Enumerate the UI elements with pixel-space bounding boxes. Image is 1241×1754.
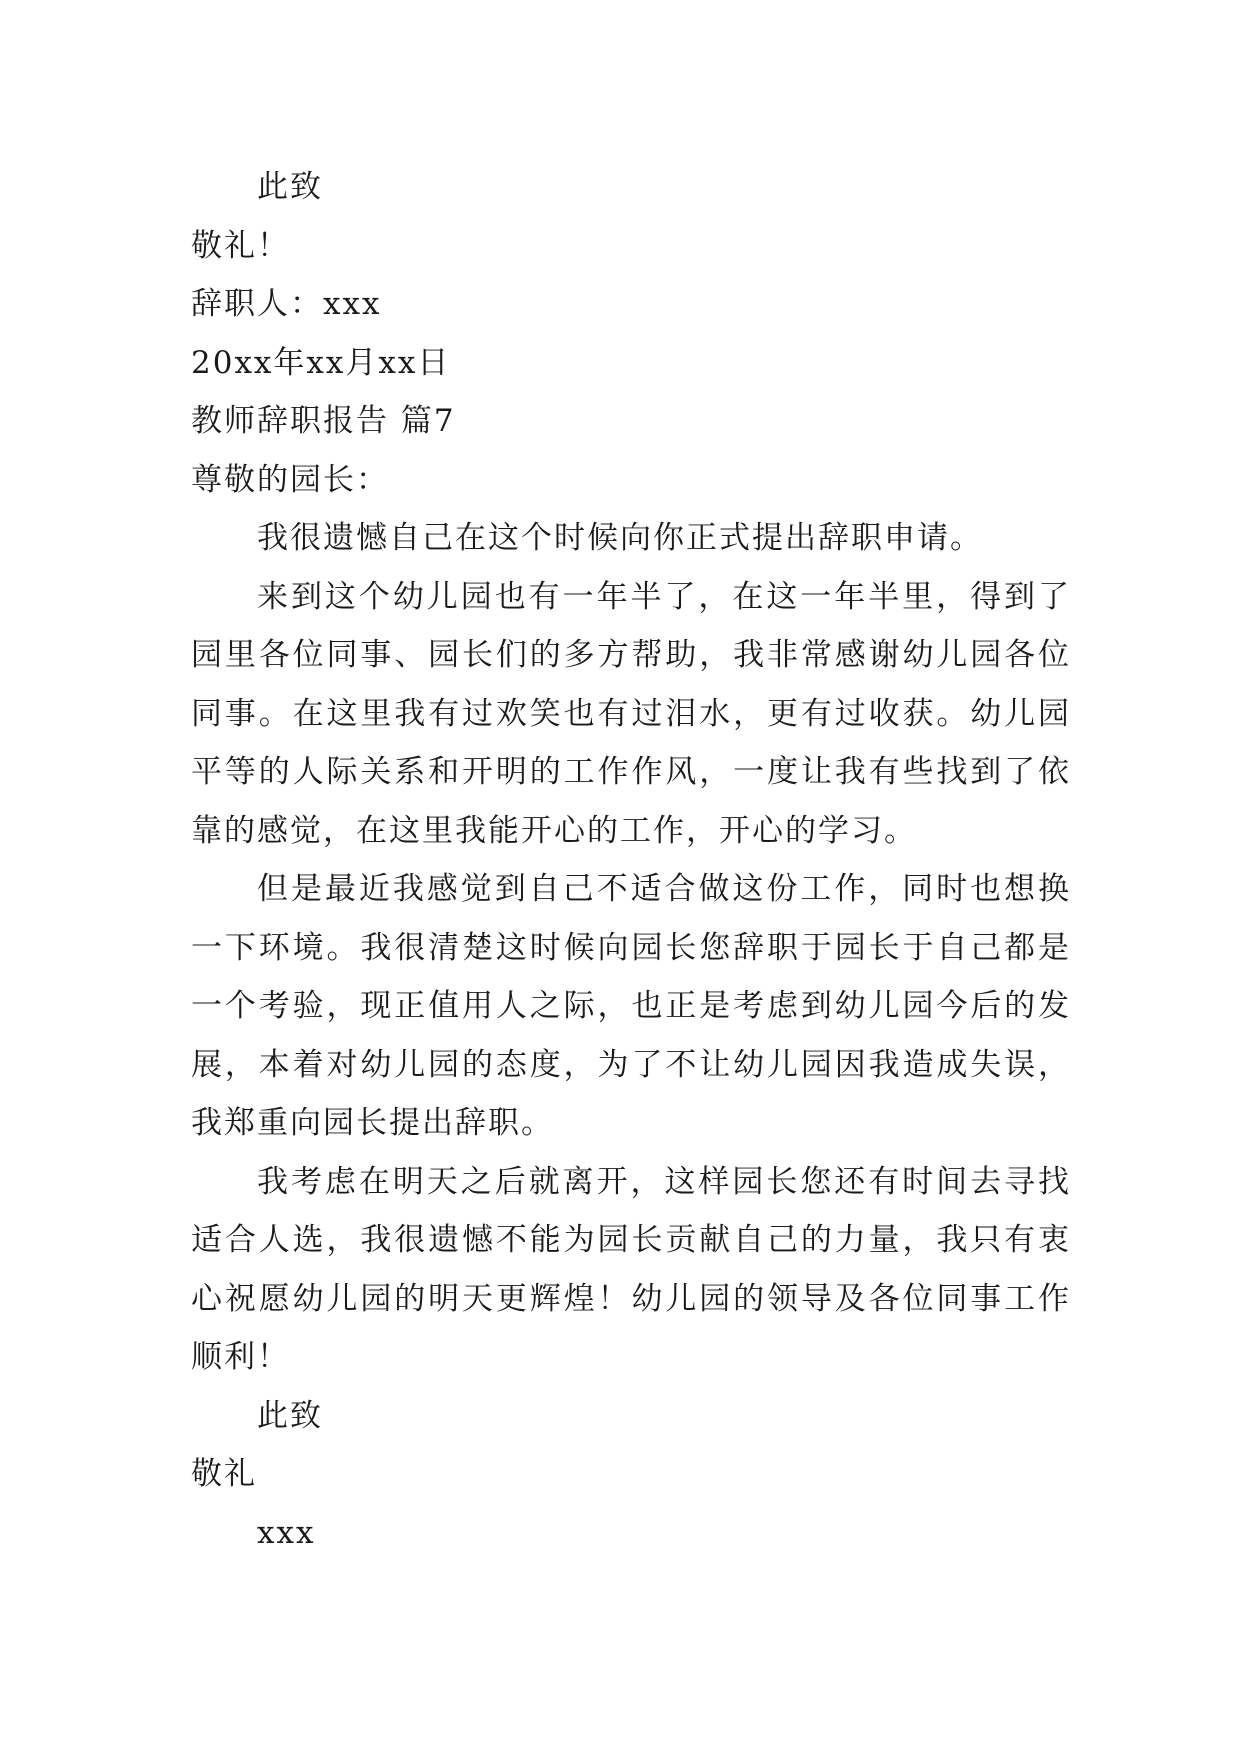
body-paragraph: 我很遗憾自己在这个时候向你正式提出辞职申请。	[257, 520, 983, 556]
document-body	[191, 158, 1071, 1562]
closing-salutation: 此致	[257, 1397, 323, 1434]
body-paragraph: 但是最近我感觉到自己不适合做这份工作，同时也想换一下环境。我很清楚这时候向园长您辞职于园长于自己都是一个考验，现正值用人之际，也正是考虑到幼儿园今后的发展，本着对幼儿园的态度，为了不让幼儿园因我造成失误，我郑重向园长提出辞职。	[191, 871, 1071, 1141]
closing-regards: 敬礼	[191, 1456, 257, 1492]
closing-salutation: 此致	[257, 169, 323, 205]
body-paragraph: 我考虑在明天之后就离开，这样园长您还有时间去寻找适合人选，我很遗憾不能为园长贡献自己的力量，我只有衷心祝愿幼儿园的明天更辉煌！幼儿园的领导及各位同事工作顺利！	[191, 1163, 1071, 1375]
closing-regards: 敬礼！	[191, 227, 290, 264]
letter-date: 20xx年xx月xx日	[191, 344, 451, 381]
signature: xxx	[257, 1514, 316, 1551]
body-paragraph: 来到这个幼儿园也有一年半了，在这一年半里，得到了园里各位同事、园长们的多方帮助，我非常感谢幼儿园各位同事。在这里我有过欢笑也有过泪水，更有过收获。幼儿园平等的人际关系和开明的工作作风，一度让我有些找到了依靠的感觉，在这里我能开心的工作，开心的学习。	[191, 578, 1071, 849]
addressee: 尊敬的园长：	[191, 461, 389, 498]
resigner-name: 辞职人：xxx	[191, 286, 382, 322]
section-title: 教师辞职报告 篇7	[191, 403, 456, 439]
